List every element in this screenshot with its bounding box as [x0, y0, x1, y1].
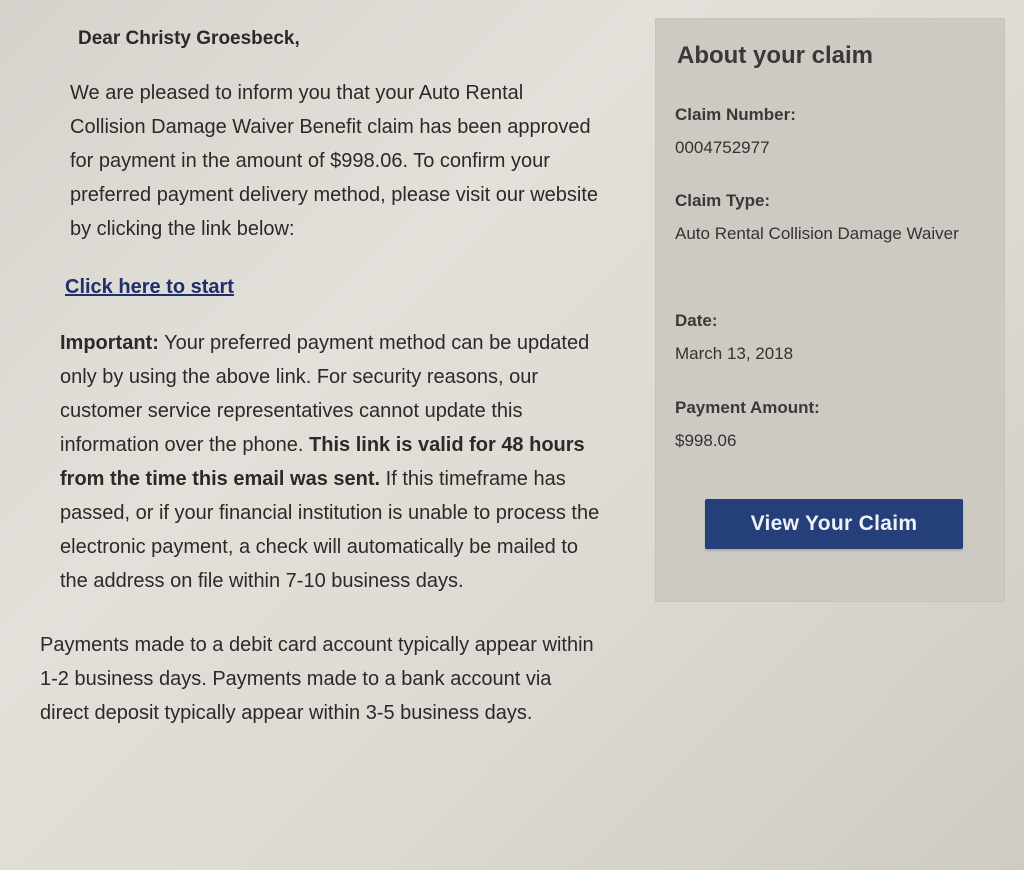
claim-type-field — [675, 188, 975, 250]
claim-number-value: 0004752977 — [675, 138, 770, 157]
claim-type-value: Auto Rental Collision Damage Waiver — [675, 224, 959, 243]
important-label: Important: — [60, 332, 159, 354]
start-link-row — [40, 270, 600, 304]
greeting: Dear Christy Groesbeck, — [78, 28, 300, 49]
important-paragraph — [40, 326, 600, 598]
claim-number-field — [675, 102, 975, 164]
date-value: March 13, 2018 — [675, 344, 794, 363]
payment-amount-field — [675, 395, 975, 457]
date-field — [675, 308, 975, 370]
view-your-claim-button[interactable]: View Your Claim — [705, 499, 963, 549]
validity-notice: This link is valid for 48 hours from the time this email was sent. — [60, 434, 585, 490]
payment-timing-paragraph: Payments made to a debit card account typically appear within 1-2 business days. Payments made to a bank account via direct deposit typically appear within 3-5 business days. — [40, 634, 594, 724]
click-here-to-start-link[interactable]: Click here to start — [65, 276, 234, 298]
claim-type-label: Claim Type: — [675, 191, 771, 210]
email-body — [40, 22, 600, 754]
date-label: Date: — [675, 311, 718, 330]
important-text: Your preferred payment method can be updated only by using the above link. For security reasons, our customer service representatives cannot update this information over the phone. — [60, 332, 590, 456]
payment-amount-value: $998.06 — [675, 431, 737, 450]
claim-panel-title: About your claim — [677, 42, 874, 69]
approval-paragraph: We are pleased to inform you that your Auto Rental Collision Damage Waiver Benefit claim has been approved for payment in the amount of $998.06. To confirm your preferred payment delivery method, please visit our website by clicking the link below: — [70, 82, 599, 240]
claim-number-label: Claim Number: — [675, 105, 796, 124]
claim-summary-panel — [655, 18, 1005, 602]
validity-details: If this timeframe has passed, or if your financial institution is unable to process the electronic payment, a check will automatically be mailed to the address on file within 7-10 business days. — [60, 468, 600, 592]
payment-amount-label: Payment Amount: — [675, 398, 820, 417]
